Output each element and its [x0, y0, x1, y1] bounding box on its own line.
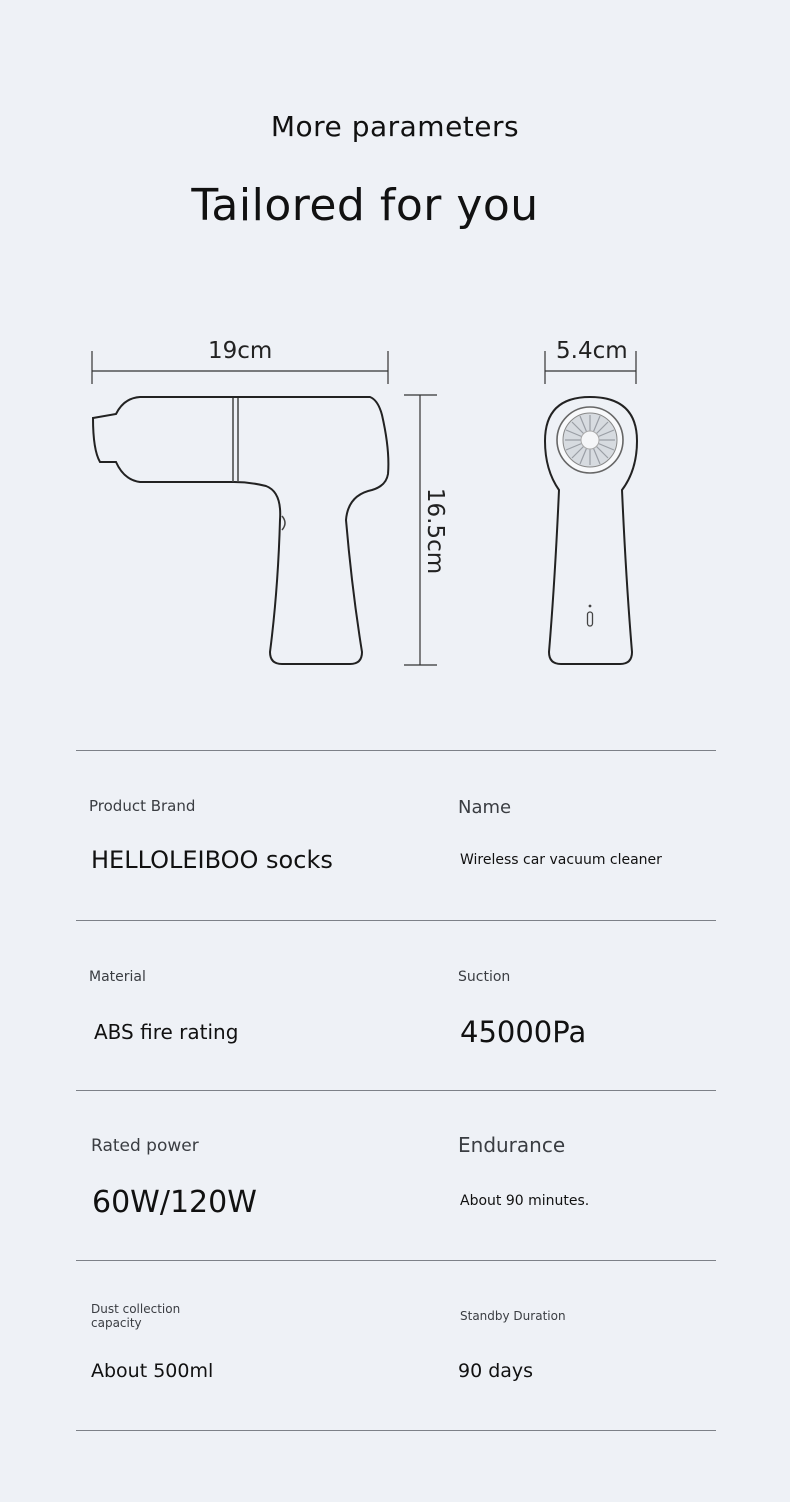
vacuum-front-view-icon — [545, 397, 637, 664]
spec-value-rated-power: 60W/120W — [92, 1185, 257, 1220]
section-subtitle: More parameters — [270, 110, 520, 143]
spec-value-endurance: About 90 minutes. — [460, 1193, 590, 1209]
front-width-label: 5.4cm — [556, 338, 628, 364]
spec-label-standby: Standby Duration — [460, 1309, 566, 1323]
table-divider — [76, 1090, 716, 1091]
table-divider — [76, 1260, 716, 1261]
spec-value-brand: HELLOLEIBOO socks — [91, 846, 333, 874]
page-title: Tailored for you — [191, 180, 539, 231]
spec-value-name: Wireless car vacuum cleaner — [460, 852, 662, 868]
side-width-label: 19cm — [208, 338, 273, 364]
spec-label-name: Name — [458, 797, 512, 818]
table-divider — [76, 750, 716, 751]
spec-value-material: ABS fire rating — [94, 1020, 239, 1044]
vacuum-side-view-icon — [93, 397, 388, 664]
spec-value-standby: 90 days — [458, 1360, 534, 1382]
spec-value-suction: 45000Pa — [460, 1015, 587, 1049]
spec-value-dust-capacity: About 500ml — [91, 1360, 214, 1382]
spec-label-rated-power: Rated power — [91, 1136, 199, 1156]
spec-label-suction: Suction — [458, 969, 511, 985]
spec-label-brand: Product Brand — [89, 797, 196, 815]
spec-label-material: Material — [89, 969, 146, 985]
height-label: 16.5cm — [422, 487, 448, 575]
product-dimension-diagram — [0, 0, 790, 700]
table-divider — [76, 920, 716, 921]
spec-label-endurance: Endurance — [458, 1133, 566, 1157]
table-divider — [76, 1430, 716, 1431]
spec-label-dust-capacity: Dust collection capacity — [91, 1302, 181, 1330]
